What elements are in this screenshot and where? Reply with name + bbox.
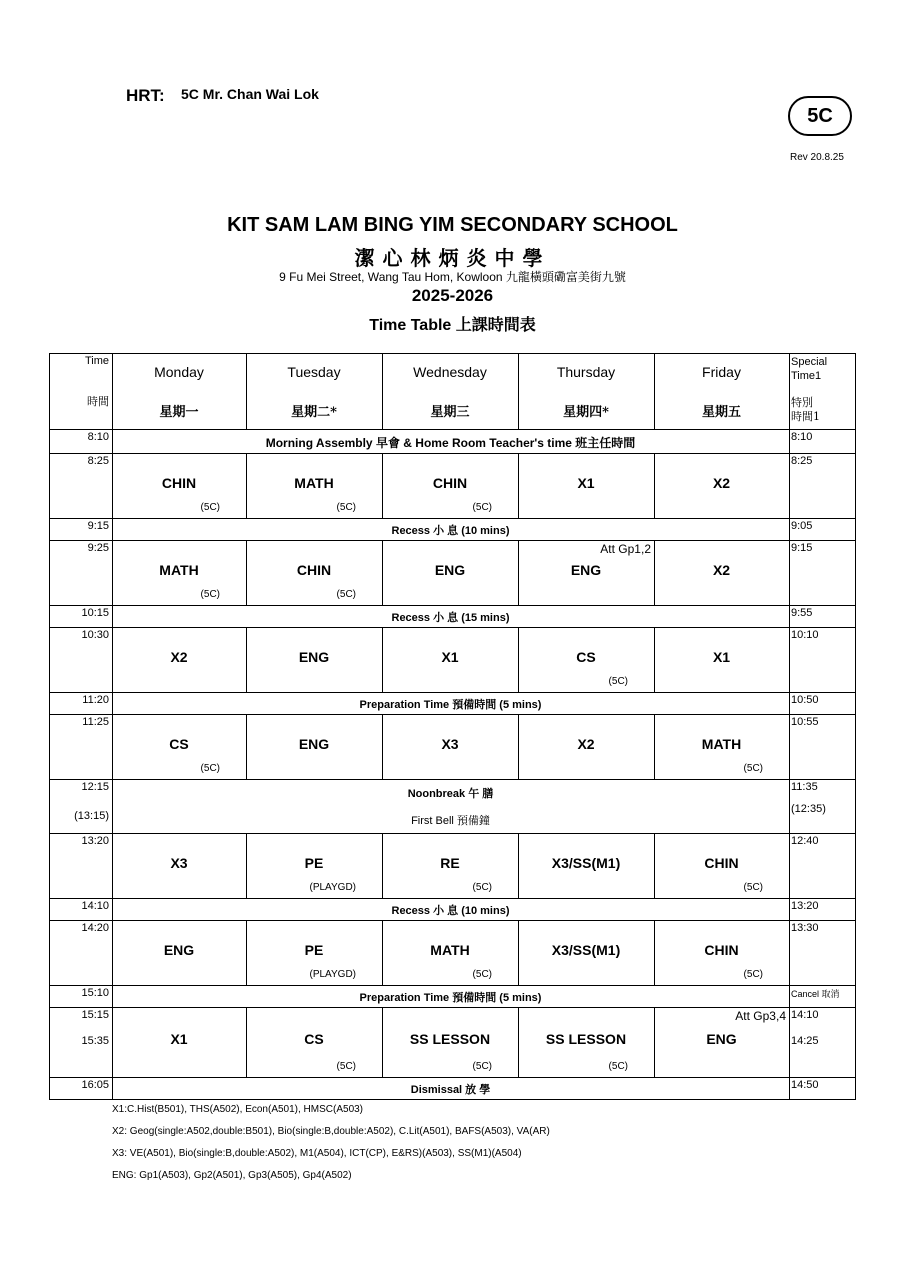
row-special-time-2: 14:25 [791,1035,819,1047]
day-header-en: Monday [154,364,204,380]
row-special-time: 8:25 [791,455,813,467]
lesson-subject: ENG [298,735,330,752]
lesson-subject: PE [304,941,324,958]
lesson-subject: X3/SS(M1) [551,941,621,958]
revision-note: Rev 20.8.25 [790,152,844,163]
lesson-subject: X3 [170,854,188,871]
row-special-time: 8:10 [791,431,813,443]
row-start-time: 8:25 [87,455,109,467]
row-special-time: 14:10 [791,1009,819,1021]
row-start-time: 8:10 [87,431,109,443]
lesson-room: (5C) [743,763,763,774]
day-header-zh: 星期二* [291,405,337,420]
lesson-subject: X3 [441,735,459,752]
row-rule [49,898,855,899]
row-start-time: 15:15 [81,1009,109,1021]
lesson-subject: X2 [712,561,731,578]
lesson-subject: X1 [712,648,731,665]
lesson-subject: MATH [294,474,334,491]
row-start-time: 14:10 [81,900,109,912]
time-header-en: Time [84,355,109,367]
lesson-subject: X1 [441,648,459,665]
lesson-subject: CHIN [704,854,739,871]
lesson-room: (5C) [743,969,763,980]
lesson-room: (5C) [608,1061,628,1072]
row-special-time: 13:30 [791,922,819,934]
special-header-en-2: Time1 [791,370,822,382]
row-special-time: 10:55 [791,716,819,728]
lesson-subject: ENG [434,561,466,578]
lesson-subject: ENG [298,648,330,665]
row-special-time: 11:35 [791,781,818,793]
lesson-subject: X2 [577,735,595,752]
lesson-room: (5C) [608,676,628,687]
period-banner: Preparation Time 預備時間 (5 mins) [359,992,542,1004]
lesson-subject: X1 [170,1031,188,1047]
timetable-grid [49,353,855,1099]
row-rule [49,714,855,715]
hrt-label: HRT: [126,86,165,105]
lesson-subject: CS [576,648,596,665]
footnote-line: X3: VE(A501), Bio(single:B,double:A502), M1(A504), ICT(CP), E&RS)(A503), SS(M1)(A504) [112,1148,522,1159]
row-special-time: 9:15 [791,542,813,554]
row-start-time: 14:20 [81,922,109,934]
lesson-subject: X2 [712,474,731,491]
row-start-time: 13:20 [81,835,109,847]
period-banner: Morning Assembly 早會 & Home Room Teacher's time 班主任時間 [265,436,636,450]
timetable-title: Time Table 上課時間表 [369,317,536,334]
lesson-room: (5C) [200,763,220,774]
table-border-top [49,353,855,354]
lesson-subject: CHIN [296,561,332,578]
lesson-subject: X1 [577,474,595,491]
lesson-subject: X3/SS(M1) [551,854,621,871]
time-col-divider [112,353,113,1099]
lesson-subject: CHIN [161,474,197,491]
row-special-time: 10:10 [791,629,819,641]
lesson-room: (5C) [336,502,356,513]
lesson-subject: CS [169,735,189,752]
hrt-teacher-name: 5C Mr. Chan Wai Lok [181,86,319,102]
footnote-line: X1:C.Hist(B501), THS(A502), Econ(A501), HMSC(A503) [112,1104,364,1115]
row-rule [49,518,855,519]
lesson-room: (5C) [336,589,356,600]
lesson-room: (5C) [472,969,492,980]
lesson-subject: CHIN [704,941,739,958]
lesson-subject: ENG [570,561,602,578]
lesson-room: (5C) [200,502,220,513]
school-name-english: KIT SAM LAM BING YIM SECONDARY SCHOOL [227,214,678,236]
row-start-time: 10:30 [81,629,109,641]
lesson-subject: MATH [159,561,199,578]
row-rule [49,833,855,834]
lesson-note: Att Gp3,4 [735,1009,786,1023]
lesson-room: (5C) [472,1061,492,1072]
row-special-time: 13:20 [791,900,819,912]
school-address: 9 Fu Mei Street, Wang Tau Hom, Kowloon 九龍橫頭磡富美街九號 [279,270,626,284]
special-col-divider [789,353,790,1099]
footnote-line: ENG: Gp1(A503), Gp2(A501), Gp3(A505), Gp4(A502) [112,1170,352,1181]
lesson-room: (5C) [336,1061,356,1072]
row-start-time: 9:25 [87,542,109,554]
day-header-zh: 星期一 [159,405,199,420]
period-banner: Recess 小 息 (10 mins) [391,905,510,917]
lesson-subject: PE [304,854,324,871]
row-rule [49,1099,855,1100]
first-bell-banner: First Bell 預備鐘 [411,815,490,827]
row-start-time-2: 15:35 [81,1035,109,1047]
special-header-en-1: Special [791,356,828,368]
row-special-time: Cancel 取消 [791,989,840,999]
lesson-subject: ENG [163,941,195,958]
row-special-time: 9:05 [791,520,813,532]
table-border-right [855,353,856,1100]
period-banner: Preparation Time 預備時間 (5 mins) [359,699,542,711]
lesson-subject: SS LESSON [409,1031,491,1047]
row-rule [49,692,855,693]
day-header-zh: 星期五 [701,405,741,420]
lesson-room: (PLAYGD) [309,882,356,893]
row-start-time: 11:20 [82,694,109,706]
lesson-room: (PLAYGD) [309,969,356,980]
row-rule [49,985,855,986]
time-header-zh: 時間 [87,395,109,408]
row-rule [49,1007,855,1008]
special-header-zh-1: 特別 [791,396,813,409]
special-header-zh-2: 時間1 [791,410,820,423]
noonbreak-banner: Noonbreak 午 膳 [407,788,494,800]
lesson-note: Att Gp1,2 [600,542,651,556]
header-rule [49,429,855,430]
class-badge: 5C [788,96,852,136]
row-rule [49,920,855,921]
row-rule [49,453,855,454]
lesson-subject: MATH [701,735,742,752]
row-special-time-2: (12:35) [791,803,826,815]
lesson-subject: RE [440,854,460,871]
day-header-en: Thursday [556,364,616,380]
row-start-time-2: (13:15) [74,810,109,822]
row-special-time: 12:40 [791,835,819,847]
period-banner: Dismissal 放 學 [410,1084,491,1096]
lesson-subject: SS LESSON [545,1031,627,1047]
row-start-time: 9:15 [87,520,109,532]
day-header-en: Tuesday [287,364,341,380]
lesson-room: (5C) [472,882,492,893]
row-rule [49,779,855,780]
row-rule [49,627,855,628]
day-header-zh: 星期三 [430,405,470,420]
row-rule [49,540,855,541]
lesson-subject: CHIN [432,474,468,491]
footnote-line: X2: Geog(single:A502,double:B501), Bio(single:B,double:A502), C.Lit(A501), BAFS(A503), VA(AR) [112,1126,550,1137]
day-header-en: Wednesday [413,364,487,380]
lesson-room: (5C) [200,589,220,600]
lesson-subject: CS [304,1031,324,1047]
lesson-subject: ENG [706,1031,737,1047]
day-header-zh: 星期四* [563,405,609,420]
row-start-time: 16:05 [81,1079,109,1091]
school-year: 2025-2026 [411,286,494,305]
row-special-time: 14:50 [791,1079,819,1091]
row-start-time: 15:10 [81,987,109,999]
row-special-time: 9:55 [791,607,813,619]
day-header-en: Friday [702,364,741,380]
lesson-subject: X2 [170,648,188,665]
lesson-subject: MATH [430,941,470,958]
row-start-time: 10:15 [81,607,109,619]
period-banner: Recess 小 息 (15 mins) [391,612,510,624]
period-banner: Recess 小 息 (10 mins) [391,525,510,537]
row-start-time: 11:25 [82,716,109,728]
row-rule [49,605,855,606]
school-name-chinese: 潔心林炳炎中學 [354,246,551,270]
row-rule [49,1077,855,1078]
lesson-room: (5C) [472,502,492,513]
lesson-room: (5C) [743,882,763,893]
row-start-time: 12:15 [81,781,109,793]
row-special-time: 10:50 [791,694,819,706]
